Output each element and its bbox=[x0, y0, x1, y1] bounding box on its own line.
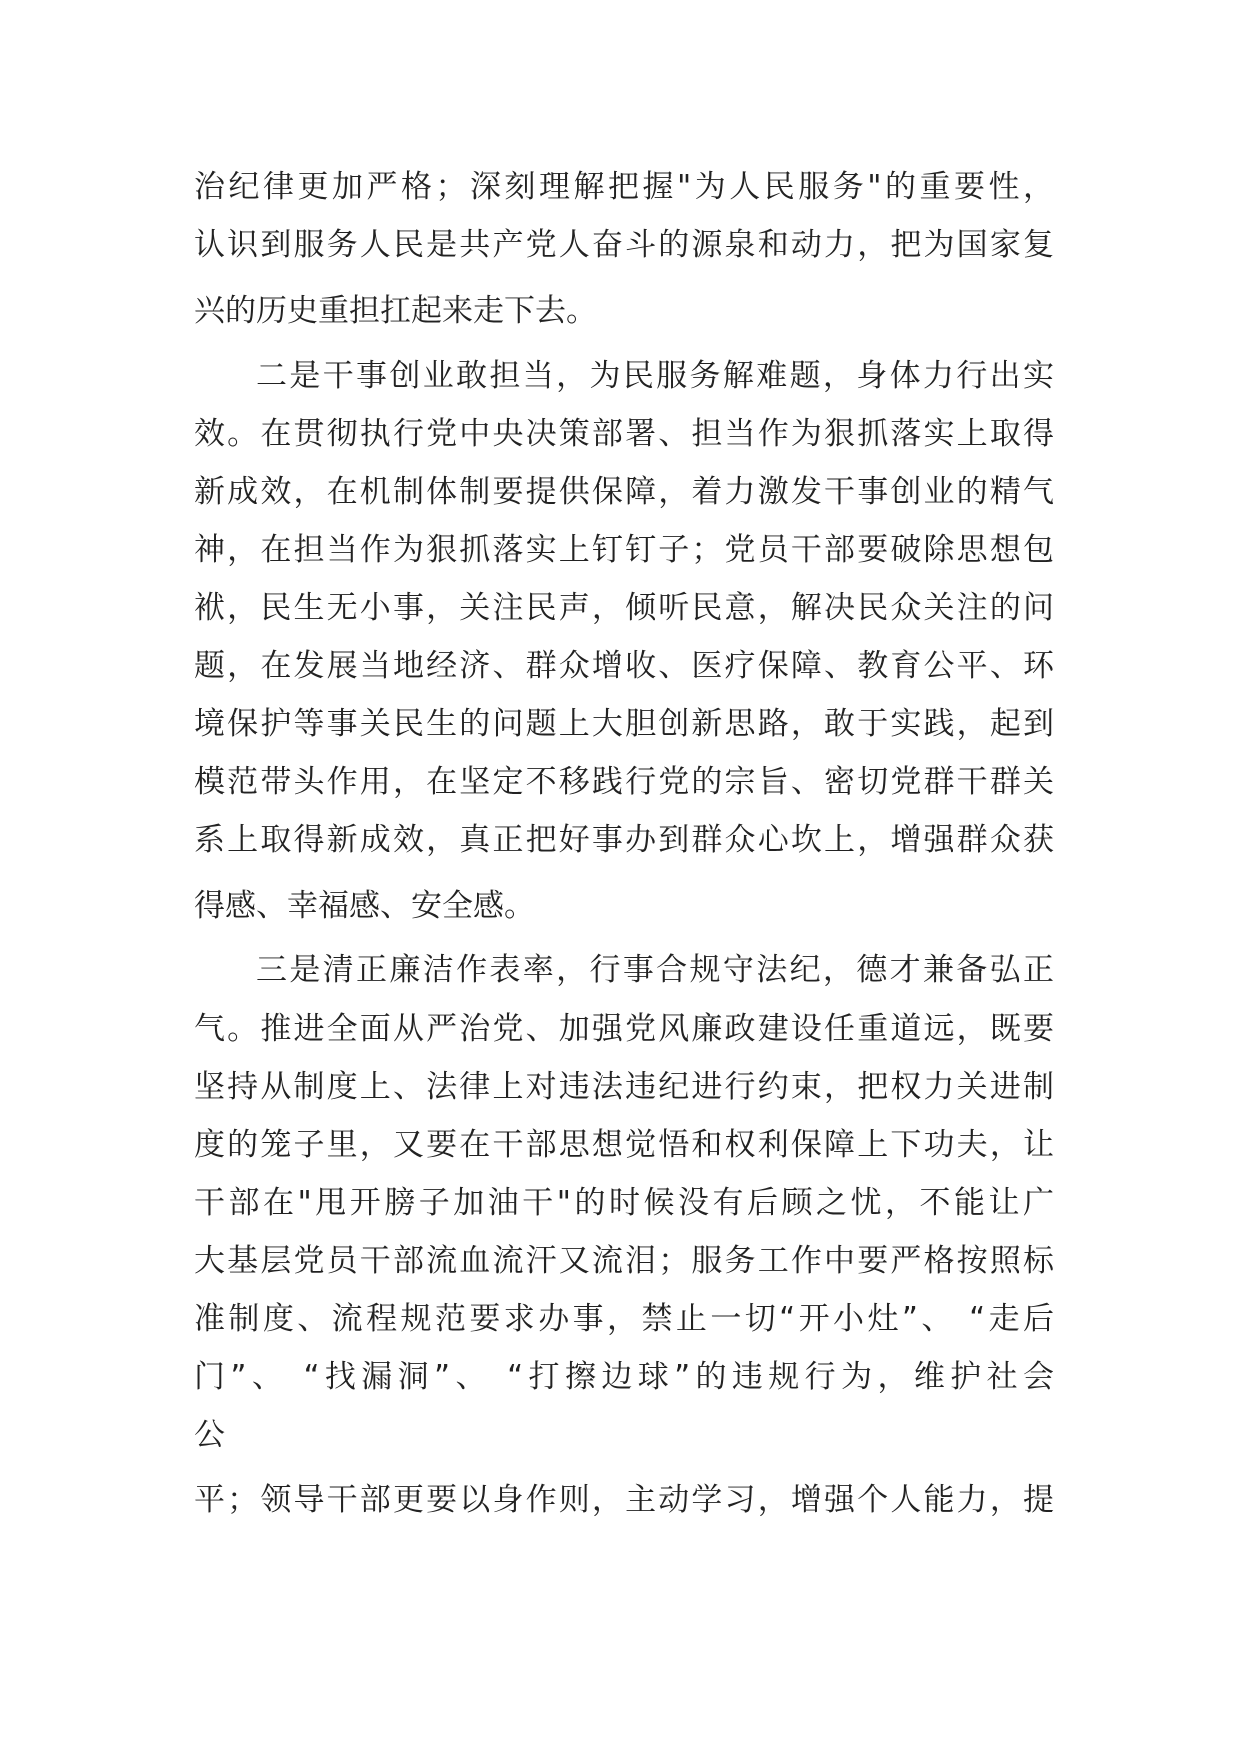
paragraph-first-line: 二是干事创业敢担当，为民服务解难题，身体力行出实 bbox=[256, 358, 1054, 394]
text-line: 治纪律更加严格；深刻理解把握"为人民服务"的重要性， bbox=[194, 169, 1054, 205]
text-line: 新成效，在机制体制要提供保障，着力激发干事创业的精气 bbox=[194, 474, 1054, 510]
text-line: 干部在"甩开膀子加油干"的时候没有后顾之忧，不能让广 bbox=[194, 1185, 1054, 1221]
text-line: 准制度、流程规范要求办事，禁止一切“开小灶”、 “走后 bbox=[194, 1301, 1054, 1337]
text-line: 度的笼子里，又要在干部思想觉悟和权利保障上下功夫，让 bbox=[194, 1127, 1054, 1163]
text-line: 平；领导干部更要以身作则，主动学习，增强个人能力，提 bbox=[194, 1482, 1054, 1518]
text-line: 神，在担当作为狠抓落实上钉钉子；党员干部要破除思想包 bbox=[194, 532, 1054, 568]
text-line: 得感、幸福感、安全感。 bbox=[194, 888, 535, 924]
text-line: 效。在贯彻执行党中央决策部署、担当作为狠抓落实上取得 bbox=[194, 416, 1054, 452]
text-line: 系上取得新成效，真正把好事办到群众心坎上，增强群众获 bbox=[194, 822, 1054, 858]
text-line: 气。推进全面从严治党、加强党风廉政建设任重道远，既要 bbox=[194, 1011, 1054, 1047]
text-line: 门”、 “找漏洞”、 “打擦边球”的违规行为，维护社会 bbox=[194, 1359, 1054, 1395]
text-line: 大基层党员干部流血流汗又流泪；服务工作中要严格按照标 bbox=[194, 1243, 1054, 1279]
text-line: 认识到服务人民是共产党人奋斗的源泉和动力，把为国家复 bbox=[194, 227, 1054, 263]
text-line: 模范带头作用，在坚定不移践行党的宗旨、密切党群干群关 bbox=[194, 764, 1054, 800]
paragraph-first-line: 三是清正廉洁作表率，行事合规守法纪，德才兼备弘正 bbox=[256, 952, 1054, 988]
text-line: 境保护等事关民生的问题上大胆创新思路，敢于实践，起到 bbox=[194, 706, 1054, 742]
text-line: 兴的历史重担扛起来走下去。 bbox=[194, 293, 597, 329]
text-line: 公 bbox=[194, 1417, 225, 1453]
text-line: 坚持从制度上、法律上对违法违纪进行约束，把权力关进制 bbox=[194, 1069, 1054, 1105]
text-line: 题，在发展当地经济、群众增收、医疗保障、教育公平、环 bbox=[194, 648, 1054, 684]
text-line: 袱，民生无小事，关注民声，倾听民意，解决民众关注的问 bbox=[194, 590, 1054, 626]
